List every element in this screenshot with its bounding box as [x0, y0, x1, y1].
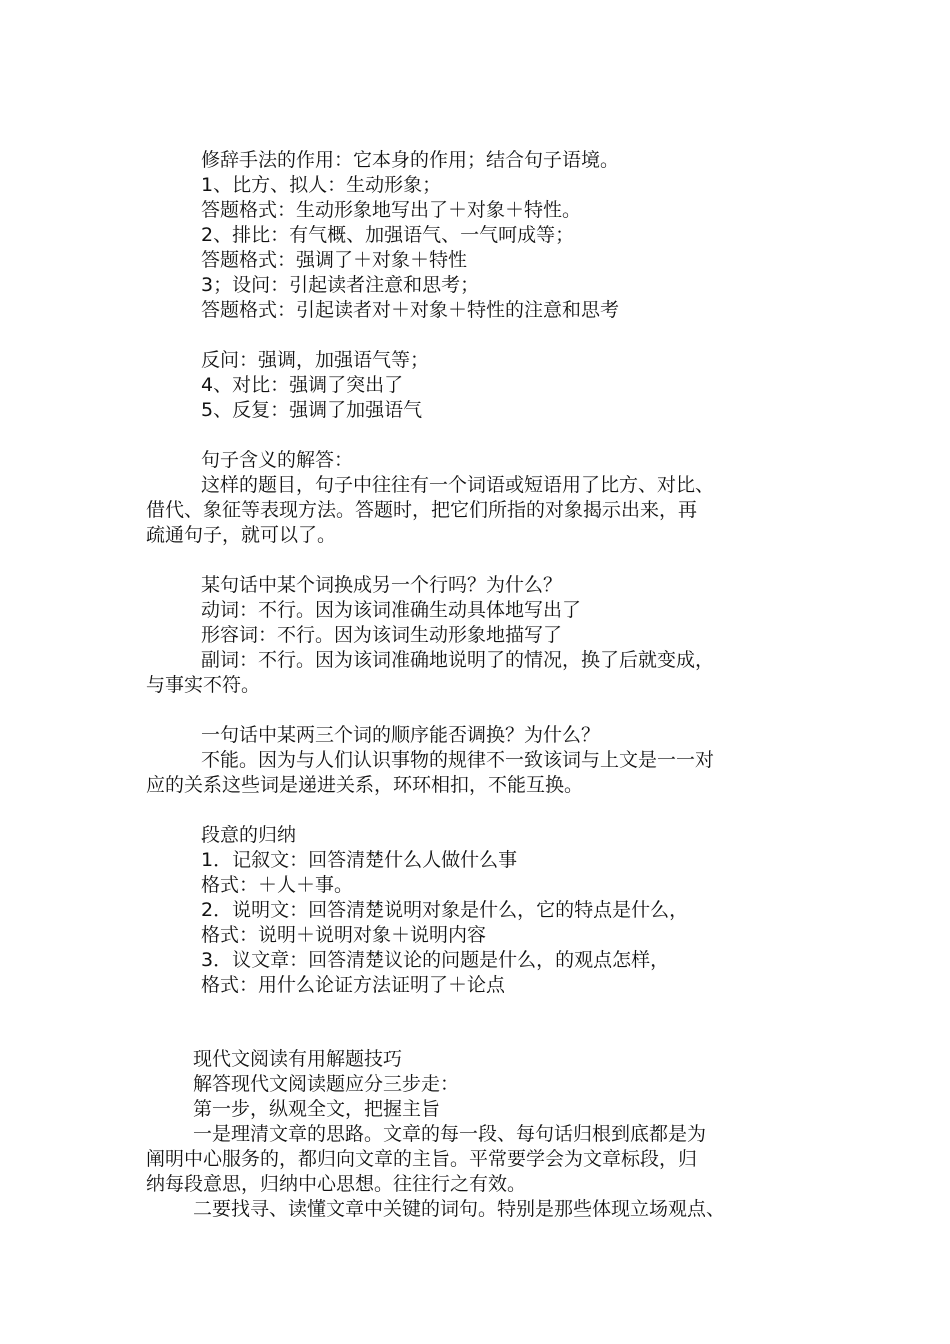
text-line: 5、反复：强调了加强语气: [201, 399, 423, 421]
text-line: 答题格式：强调了＋对象＋特性: [201, 249, 468, 271]
text-line: 1、比方、拟人：生动形象；: [201, 174, 442, 196]
text-line: 借代、象征等表现方法。答题时，把它们所指的对象揭示出来，再: [146, 499, 698, 521]
paragraph-summary-heading: 段意的归纳: [201, 824, 297, 846]
sentence-meaning-heading: 句子含义的解答：: [201, 449, 354, 471]
text-line: 动词：不行。因为该词准确生动具体地写出了: [201, 599, 582, 621]
text-line: 2．说明文：回答清楚说明对象是什么，它的特点是什么，: [201, 899, 689, 921]
text-line: 3；设问：引起读者注意和思考；: [201, 274, 480, 296]
text-line: 3．议文章：回答清楚议论的问题是什么，的观点怎样，: [201, 949, 670, 971]
text-line: 纳每段意思，归纳中心思想。往往行之有效。: [146, 1173, 527, 1195]
word-replace-heading: 某句话中某个词换成另一个行吗？为什么？: [201, 574, 563, 596]
text-line: 阐明中心服务的，都归向文章的主旨。平常要学会为文章标段，归: [146, 1148, 698, 1170]
text-line: 格式：用什么论证方法证明了＋论点: [201, 974, 506, 996]
text-line: 2、排比：有气概、加强语气、一气呵成等；: [201, 224, 575, 246]
text-line: 疏通句子，就可以了。: [146, 524, 337, 546]
text-line: 解答现代文阅读题应分三步走：: [193, 1073, 460, 1095]
text-line: 应的关系这些词是递进关系，环环相扣，不能互换。: [146, 774, 584, 796]
rhetoric-heading: 修辞手法的作用：它本身的作用；结合句子语境。: [201, 149, 620, 171]
text-line: 不能。因为与人们认识事物的规律不一致该词与上文是一一对: [201, 749, 715, 771]
text-line: 格式：＋人＋事。: [201, 874, 354, 896]
text-line: 答题格式：引起读者对＋对象＋特性的注意和思考: [201, 299, 620, 321]
text-line: 与事实不符。: [146, 674, 261, 696]
text-line: 第一步，纵观全文，把握主旨: [193, 1098, 441, 1120]
modern-reading-heading: 现代文阅读有用解题技巧: [193, 1048, 403, 1070]
text-line: 这样的题目，句子中往往有一个词语或短语用了比方、对比、: [201, 474, 715, 496]
text-line: 二要找寻、读懂文章中关键的词句。特别是那些体现立场观点、: [193, 1198, 726, 1220]
text-line: 4、对比：强调了突出了: [201, 374, 404, 396]
text-line: 形容词：不行。因为该词生动形象地描写了: [201, 624, 563, 646]
text-line: 格式：说明＋说明对象＋说明内容: [201, 924, 487, 946]
text-line: 一是理清文章的思路。文章的每一段、每句话归根到底都是为: [193, 1123, 707, 1145]
text-line: 反问：强调，加强语气等；: [201, 349, 430, 371]
text-line: 答题格式：生动形象地写出了＋对象＋特性。: [201, 199, 582, 221]
text-line: 副词：不行。因为该词准确地说明了的情况，换了后就变成，: [201, 649, 715, 671]
word-order-heading: 一句话中某两三个词的顺序能否调换？为什么？: [201, 724, 601, 746]
text-line: 1．记叙文：回答清楚什么人做什么事: [201, 849, 518, 871]
